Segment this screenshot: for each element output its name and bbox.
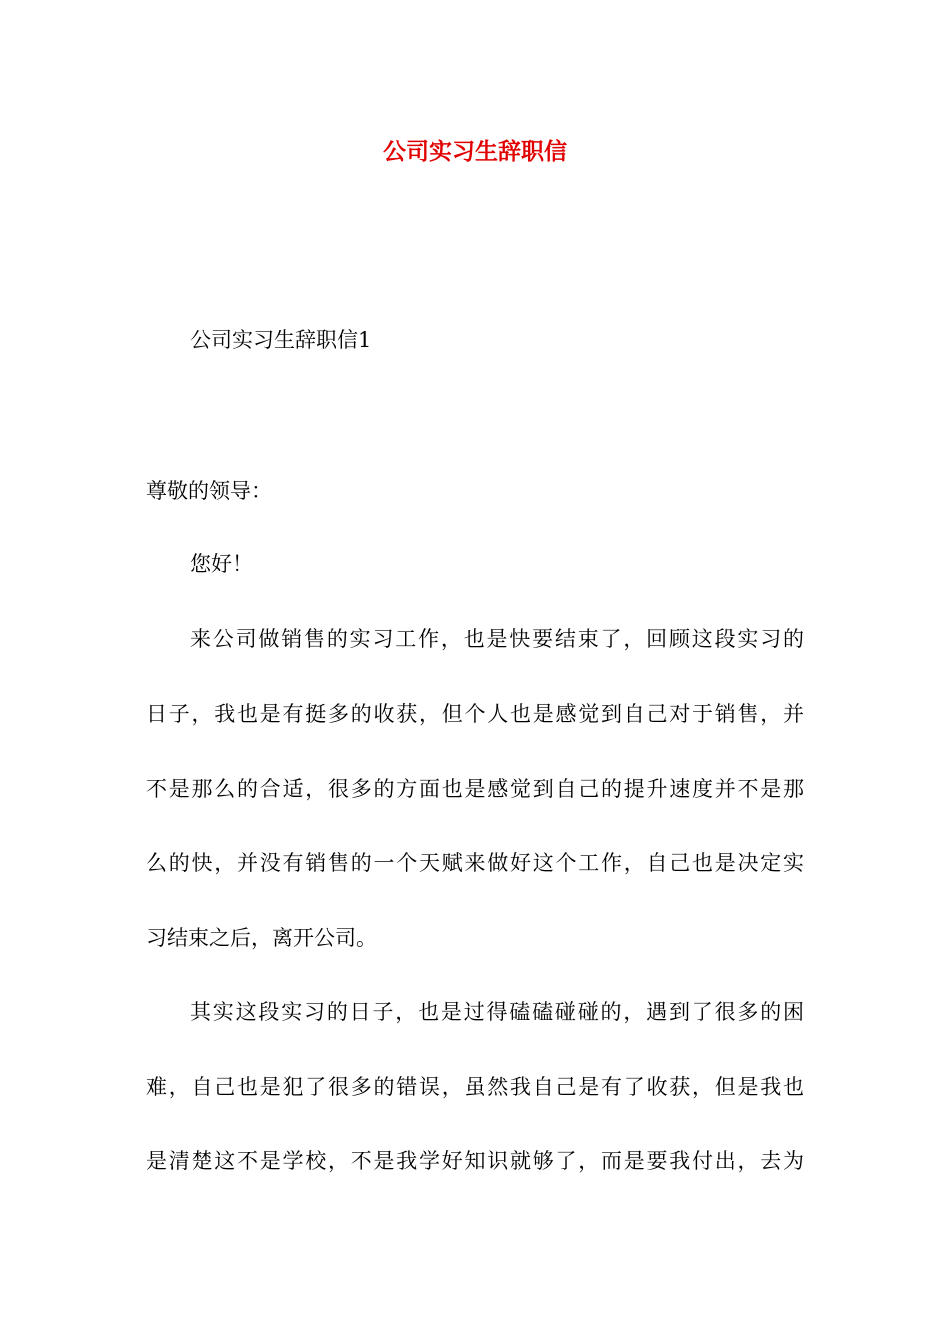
paragraph-2-line-1: 其实这段实习的日子，也是过得磕磕碰碰的，遇到了很多的困 <box>190 1000 804 1024</box>
paragraph-1-line-5: 习结束之后，离开公司。 <box>146 926 377 950</box>
paragraph-1-line-1: 来公司做销售的实习工作，也是快要结束了，回顾这段实习的 <box>190 627 804 651</box>
paragraph-1-line-4: 么的快，并没有销售的一个天赋来做好这个工作，自己也是决定实 <box>146 851 804 875</box>
paragraph-2-line-3: 是清楚这不是学校，不是我学好知识就够了，而是要我付出，去为 <box>146 1149 804 1173</box>
salutation: 尊敬的领导： <box>146 479 272 503</box>
document-title: 公司实习生辞职信 <box>383 138 567 165</box>
paragraph-1-line-2: 日子，我也是有挺多的收获，但个人也是感觉到自己对于销售，并 <box>146 702 804 726</box>
greeting: 您好！ <box>190 552 253 576</box>
paragraph-2-line-2: 难，自己也是犯了很多的错误，虽然我自己是有了收获，但是我也 <box>146 1075 804 1099</box>
section-heading: 公司实习生辞职信1 <box>190 328 372 352</box>
paragraph-1-line-3: 不是那么的合适，很多的方面也是感觉到自己的提升速度并不是那 <box>146 777 804 801</box>
